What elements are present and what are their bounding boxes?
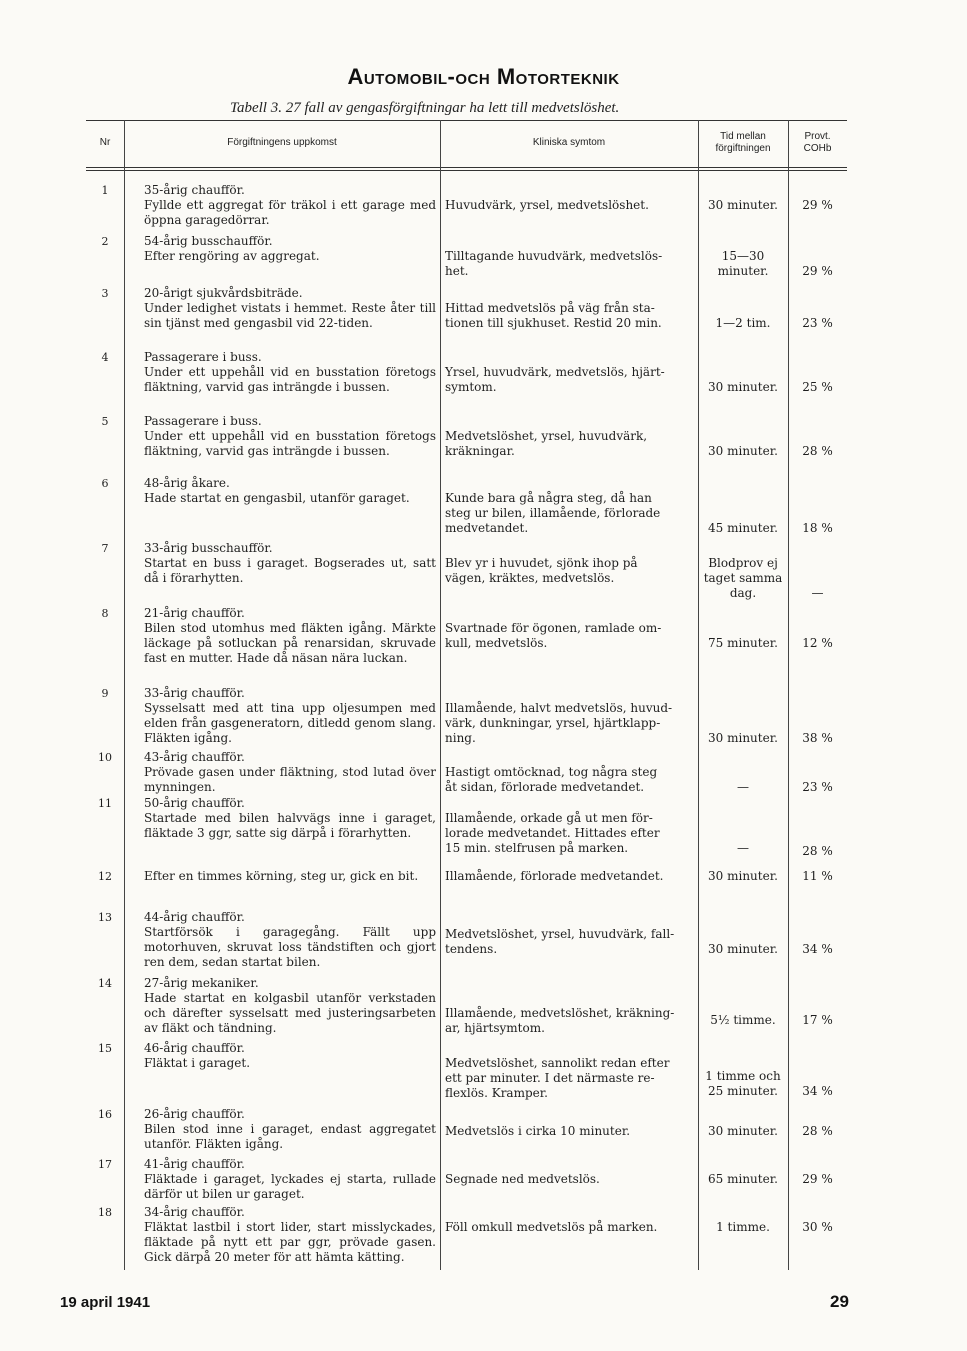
row-time: 30 minuter. <box>708 380 778 394</box>
row-origin: 41-årig chaufför. Fläktade i garaget, lyckades ej starta, rullade därför ut bilen ur garaget. <box>144 1157 436 1201</box>
table-caption: Tabell 3. 27 fall av gengasförgiftningar ha lett till medvetslöshet. <box>230 100 620 116</box>
row-number: 17 <box>98 1158 112 1171</box>
row-symptoms: Segnade ned medvetslös. <box>445 1172 600 1186</box>
row-time: 30 minuter. <box>708 942 778 956</box>
row-time: 75 minuter. <box>708 636 778 650</box>
row-cohb: 34 % <box>802 1084 833 1098</box>
column-header-symptoms: Kliniska symtom <box>532 137 606 148</box>
row-number: 18 <box>98 1206 112 1219</box>
row-number: 10 <box>98 751 112 764</box>
row-symptoms: Tilltagande huvudvärk, medvetslös- het. <box>445 249 663 278</box>
table-header-rule-double <box>86 170 847 171</box>
row-number: 1 <box>101 184 109 197</box>
row-origin: 54-årig busschaufför. Efter rengöring av aggregat. <box>144 234 320 263</box>
row-cohb: 17 % <box>802 1013 833 1027</box>
column-divider <box>440 120 441 1270</box>
row-symptoms: Illamående, orkade gå ut men för- lorade medvetandet. Hittades efter 15 min. stelfrusen på marken. <box>445 811 660 855</box>
column-divider <box>124 120 125 1270</box>
row-origin: 33-årig chaufför. Sysselsatt med att tina upp oljesumpen med elden från gasgeneratorn, ditledd genom slang. Fläkten igång. <box>144 686 436 745</box>
row-cohb: 34 % <box>802 942 833 956</box>
table-header-rule <box>86 167 847 168</box>
row-time: 30 minuter. <box>708 731 778 745</box>
footer-date: 19 april 1941 <box>60 1294 151 1311</box>
row-cohb: 11 % <box>802 869 833 883</box>
row-origin: 43-årig chaufför. Prövade gasen under fläktning, stod lutad över mynningen. <box>144 750 436 794</box>
row-symptoms: Medvetslöshet, yrsel, huvudvärk, kräkningar. <box>445 429 648 458</box>
row-time: 15—30 minuter. <box>717 249 769 278</box>
row-symptoms: Svartnade för ögonen, ramlade om- kull, medvetslös. <box>445 621 662 650</box>
column-header-cohb: Provt. COHb <box>803 131 832 154</box>
row-cohb: 29 % <box>802 264 833 278</box>
row-number: 16 <box>98 1108 112 1121</box>
journal-title: Automobil-och Motorteknik <box>347 64 620 89</box>
row-symptoms: Medvetslöshet, yrsel, huvudvärk, fall- tendens. <box>445 927 675 956</box>
row-number: 7 <box>101 542 109 555</box>
row-cohb: 25 % <box>802 380 833 394</box>
row-number: 11 <box>98 797 112 810</box>
row-number: 2 <box>101 235 109 248</box>
row-origin: 44-årig chaufför. Startförsök i garagegång. Fällt upp motorhuven, skruvat loss tändstiften och gjort ren dem, sedan startat bilen. <box>144 910 436 969</box>
row-cohb: 23 % <box>802 316 833 330</box>
row-number: 6 <box>101 477 109 490</box>
row-number: 8 <box>101 607 109 620</box>
table-top-rule <box>86 120 847 121</box>
row-time: 5½ timme. <box>710 1013 776 1027</box>
column-header-time: Tid mellan förgiftningen <box>715 131 771 154</box>
row-number: 12 <box>98 870 112 883</box>
row-time: 30 minuter. <box>708 1124 778 1138</box>
row-cohb: — <box>811 586 824 600</box>
poisoning-table <box>86 120 847 1270</box>
row-time: 45 minuter. <box>708 521 778 535</box>
row-cohb: 12 % <box>802 636 833 650</box>
row-cohb: 28 % <box>802 444 833 458</box>
row-cohb: 28 % <box>802 844 833 858</box>
row-origin: 35-årig chaufför. Fyllde ett aggregat för träkol i ett garage med öppna garagedörrar. <box>144 183 436 227</box>
column-header-nr: Nr <box>99 137 111 148</box>
row-cohb: 30 % <box>802 1220 833 1234</box>
row-origin: Efter en timmes körning, steg ur, gick en bit. <box>144 869 419 883</box>
row-cohb: 18 % <box>802 521 833 535</box>
row-origin: 26-årig chaufför. Bilen stod inne i garaget, endast aggregatet utanför. Fläkten igång. <box>144 1107 436 1151</box>
row-symptoms: Huvudvärk, yrsel, medvetslöshet. <box>445 198 649 212</box>
row-symptoms: Hittad medvetslös på väg från sta- tionen till sjukhuset. Restid 20 min. <box>445 301 662 330</box>
row-time: 1 timme. <box>716 1220 770 1234</box>
row-symptoms: Illamående, förlorade medvetandet. <box>445 869 664 883</box>
row-origin: 21-årig chaufför. Bilen stod utomhus med fläkten igång. Märkte läckage på sotluckan på renarsidan, skruvade fast en mutter. Hade då näsan nära luckan. <box>144 606 436 665</box>
row-origin: 48-årig åkare. Hade startat en gengasbil, utanför garaget. <box>144 476 410 505</box>
row-symptoms: Hastigt omtöcknad, tog några steg åt sidan, förlorade medvetandet. <box>445 765 658 794</box>
row-time: 30 minuter. <box>708 869 778 883</box>
row-cohb: 38 % <box>802 731 833 745</box>
row-origin: 46-årig chaufför. Fläktat i garaget. <box>144 1041 251 1070</box>
row-origin: Passagerare i buss. Under ett uppehåll vid en busstation företogs fläktning, varvid gas inträngde i bussen. <box>144 350 436 394</box>
row-number: 4 <box>101 351 109 364</box>
page-number: 29 <box>830 1292 849 1311</box>
row-number: 13 <box>98 911 112 924</box>
row-time: 65 minuter. <box>708 1172 778 1186</box>
row-number: 3 <box>101 287 109 300</box>
row-time: 30 minuter. <box>708 198 778 212</box>
row-symptoms: Kunde bara gå några steg, då han steg ur bilen, illamående, förlorade medvetandet. <box>445 491 661 535</box>
row-number: 14 <box>98 977 112 990</box>
row-time: 30 minuter. <box>708 444 778 458</box>
row-symptoms: Föll omkull medvetslös på marken. <box>445 1220 658 1234</box>
row-number: 5 <box>101 415 109 428</box>
row-symptoms: Illamående, halvt medvetslös, huvud- värk, dunkningar, yrsel, hjärtklapp- ning. <box>445 701 673 745</box>
row-time: Blodprov ej taget samma dag. <box>703 556 783 600</box>
row-number: 15 <box>98 1042 112 1055</box>
row-time: 1—2 tim. <box>715 316 771 330</box>
row-origin: 50-årig chaufför. Startade med bilen halvvägs inne i garaget, fläktade 3 ggr, satte sig därpå i förarhytten. <box>144 796 436 840</box>
row-cohb: 29 % <box>802 198 833 212</box>
row-origin: 34-årig chaufför. Fläktat lastbil i stort lider, start misslyckades, fläktade på nytt ett par ggr, prövade gasen. Gick därpå 20 meter för att hämta kätting. <box>144 1205 436 1264</box>
row-origin: 33-årig busschaufför. Startat en buss i garaget. Bogserades ut, satt då i förarhytten. <box>144 541 436 585</box>
column-header-origin: Förgiftningens uppkomst <box>227 137 337 148</box>
row-origin: 20-årigt sjukvårdsbiträde. Under ledighet vistats i hemmet. Reste åter till sin tjänst med gengasbil vid 22-tiden. <box>144 286 436 330</box>
row-cohb: 28 % <box>802 1124 833 1138</box>
row-number: 9 <box>101 687 109 700</box>
row-symptoms: Yrsel, huvudvärk, medvetslös, hjärt- symtom. <box>445 365 665 394</box>
row-origin: Passagerare i buss. Under ett uppehåll vid en busstation företogs fläktning, varvid gas inträngde i bussen. <box>144 414 436 458</box>
row-symptoms: Blev yr i huvudet, sjönk ihop på vägen, kräktes, medvetslös. <box>445 556 638 585</box>
row-cohb: 23 % <box>802 780 833 794</box>
row-symptoms: Illamående, medvetslöshet, kräkning- ar, hjärtsymtom. <box>445 1006 675 1035</box>
row-symptoms: Medvetslös i cirka 10 minuter. <box>445 1124 631 1138</box>
row-symptoms: Medvetslöshet, sannolikt redan efter ett par minuter. I det närmaste re- flexlös. Kramper. <box>445 1056 670 1100</box>
row-cohb: 29 % <box>802 1172 833 1186</box>
row-time: — <box>737 841 749 855</box>
row-origin: 27-årig mekaniker. Hade startat en kolgasbil utanför verkstaden och därefter sysselsatt med justeringsarbeten av fläkt och tändning. <box>144 976 436 1035</box>
row-time: — <box>737 780 749 794</box>
row-time: 1 timme och 25 minuter. <box>705 1069 781 1098</box>
